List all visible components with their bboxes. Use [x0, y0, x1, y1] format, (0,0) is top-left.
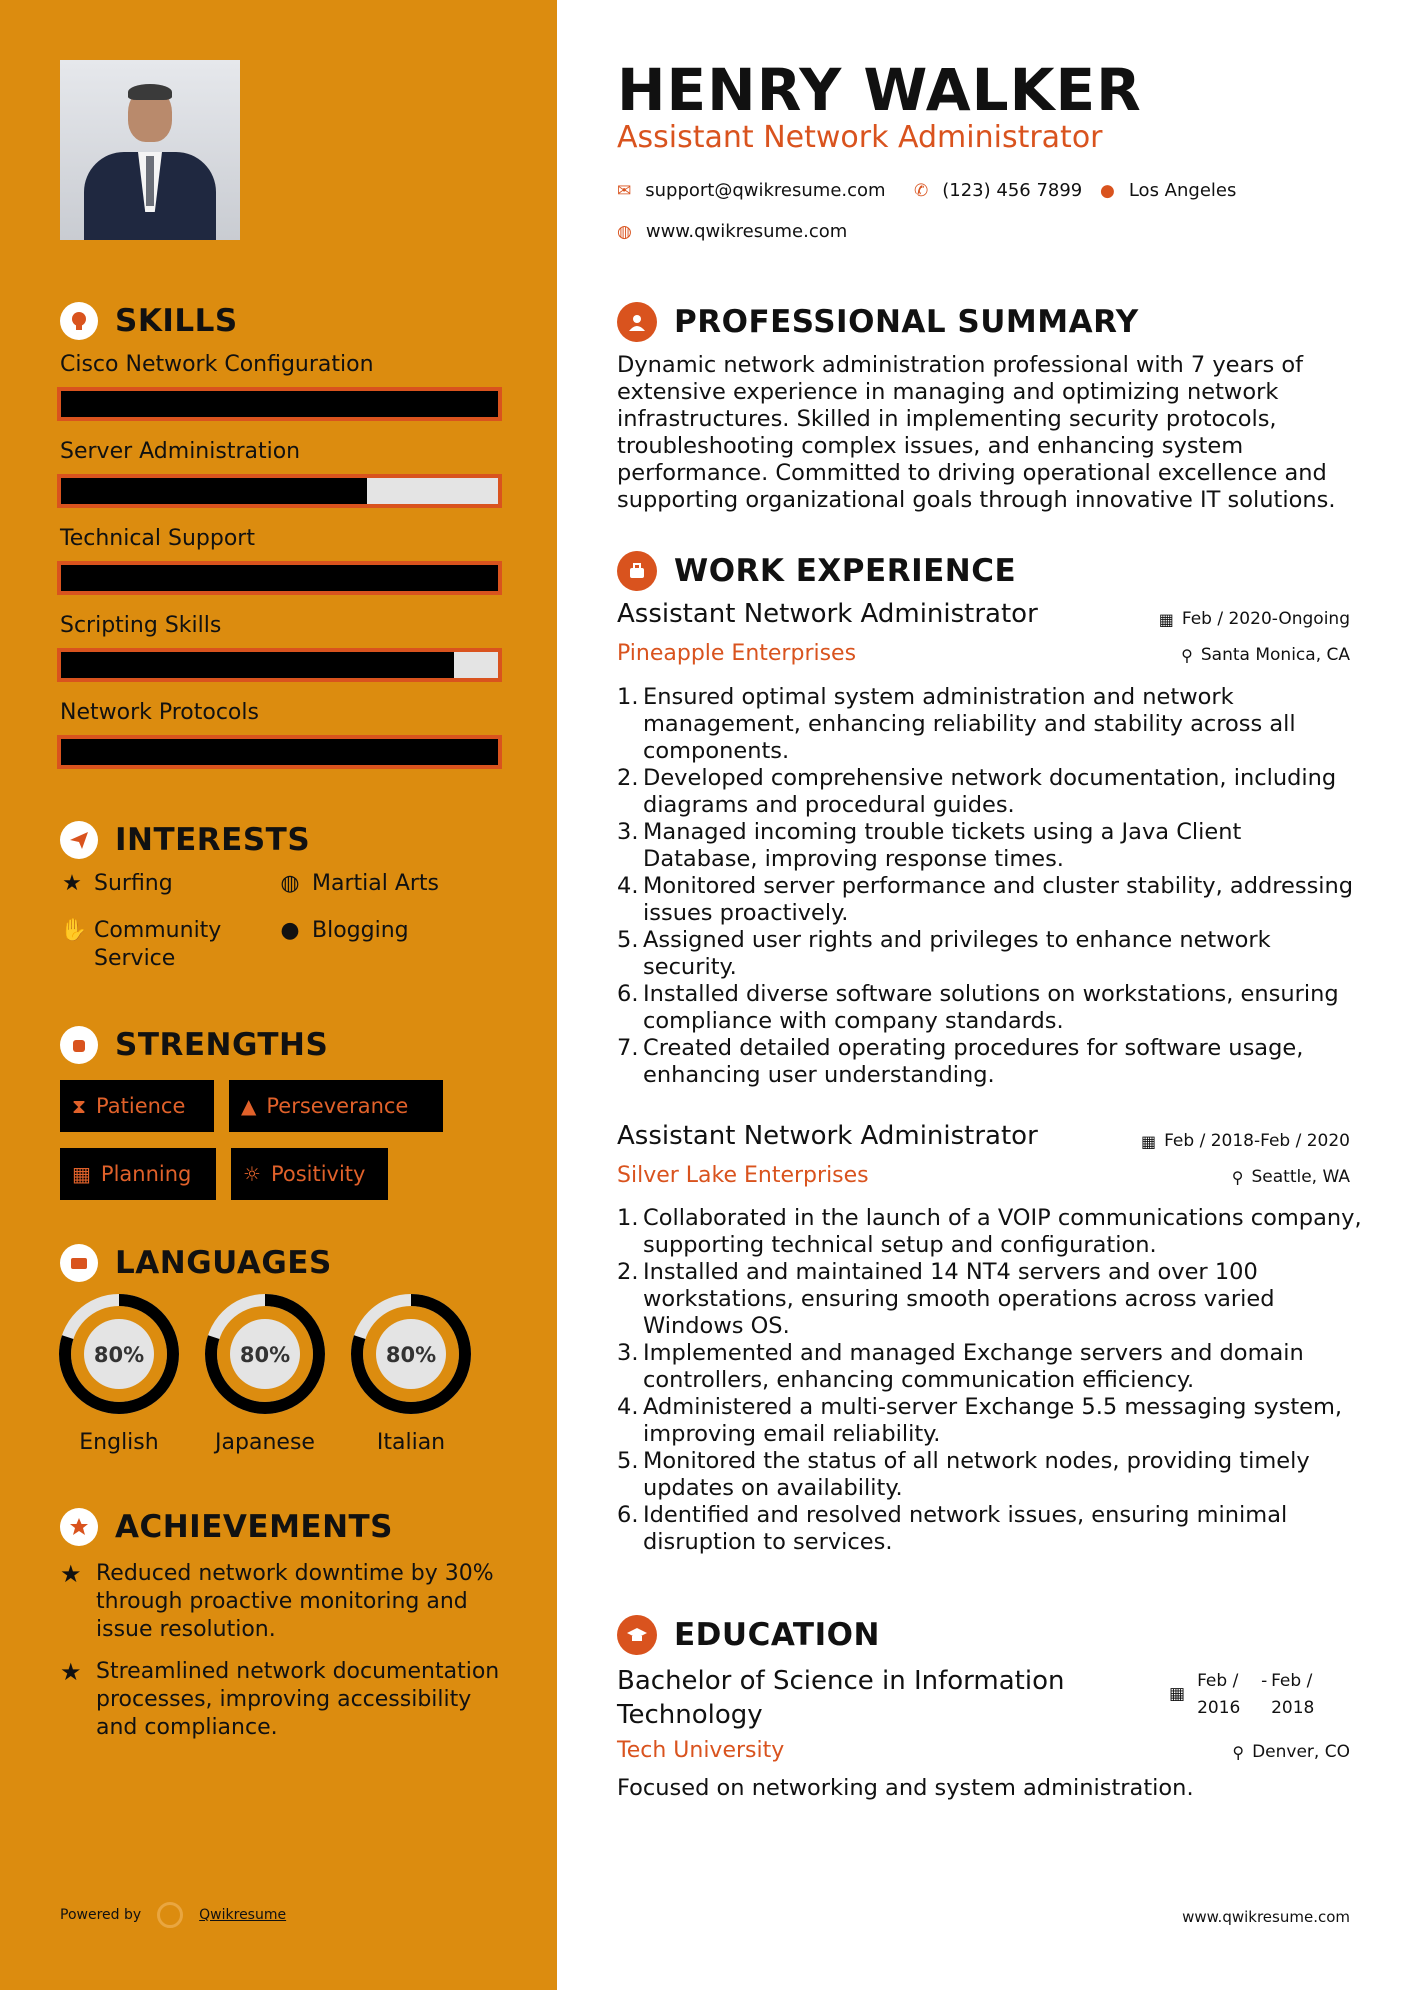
- duty-item: [617, 1259, 1362, 1340]
- email-text: support@qwikresume.com: [645, 180, 886, 201]
- company-name: Silver Lake Enterprises: [617, 1163, 869, 1188]
- contact-location: [1100, 180, 1236, 201]
- job-location: [1232, 1167, 1350, 1187]
- language-item: [203, 1292, 327, 1455]
- duty-number: 3.: [617, 1340, 639, 1366]
- duty-number: 5.: [617, 927, 639, 953]
- duty-number: 4.: [617, 1394, 639, 1420]
- skill-fill: [61, 478, 367, 504]
- sidebar: [0, 0, 557, 1990]
- language-percent: 80%: [385, 1343, 437, 1367]
- duty-item: [617, 1502, 1362, 1556]
- skill-bar: [57, 735, 502, 769]
- job-date-text: Feb / 2018-Feb / 2020: [1164, 1131, 1350, 1151]
- language-percent: 80%: [239, 1343, 291, 1367]
- strength-tag: [60, 1148, 216, 1200]
- section-title: PROFESSIONAL SUMMARY: [674, 304, 1139, 340]
- skill-label: Cisco Network Configuration: [60, 352, 374, 377]
- interest-label: Martial Arts: [312, 871, 440, 896]
- company-name: Pineapple Enterprises: [617, 641, 857, 666]
- interests-heading: [60, 821, 310, 859]
- education-description: Focused on networking and system administration.: [617, 1775, 1194, 1801]
- skill-label: Scripting Skills: [60, 613, 222, 638]
- duty-text: Collaborated in the launch of a VOIP communications company, supporting technical setup and configuration.: [643, 1205, 1362, 1258]
- achievement-text: Reduced network downtime by 30% through proactive monitoring and issue resolution.: [96, 1561, 494, 1642]
- website-text: www.qwikresume.com: [645, 221, 848, 242]
- contact-email[interactable]: [617, 180, 886, 201]
- language-icon: [60, 1244, 98, 1282]
- job-location-text: Seattle, WA: [1251, 1167, 1350, 1187]
- skill-bar: [57, 474, 502, 508]
- powered-label: Powered by: [60, 1907, 142, 1923]
- phone-text: (123) 456 7899: [942, 180, 1083, 201]
- education-dates: [1169, 1668, 1333, 1722]
- pin-icon: ⚲: [1232, 1742, 1245, 1762]
- achievement-item: [60, 1560, 500, 1644]
- user-icon: [617, 302, 657, 342]
- duty-item: [617, 1394, 1362, 1448]
- language-ring: [349, 1292, 473, 1416]
- contact-phone: [914, 180, 1082, 201]
- section-title: SKILLS: [115, 303, 238, 339]
- duty-text: Installed diverse software solutions on workstations, ensuring compliance with company standards.: [643, 981, 1339, 1034]
- duty-number: 6.: [617, 1502, 639, 1528]
- achievements-heading: [60, 1508, 393, 1546]
- strength-tag: [60, 1080, 214, 1132]
- date-separator: -: [1261, 1671, 1268, 1691]
- users-icon: ●: [280, 918, 300, 943]
- duty-text: Created detailed operating procedures for software usage, enhancing user understanding.: [643, 1035, 1304, 1088]
- duty-text: Monitored the status of all network nodes, providing timely updates on availability.: [643, 1448, 1310, 1501]
- duty-item: [617, 819, 1362, 873]
- interest-item: [278, 870, 439, 898]
- globe-icon: ◍: [617, 221, 632, 242]
- strength-tag: [231, 1148, 388, 1200]
- summary-heading: [617, 302, 1139, 342]
- section-title: EDUCATION: [674, 1617, 880, 1653]
- section-title: ACHIEVEMENTS: [115, 1509, 394, 1545]
- education-end: Feb / 2018: [1271, 1671, 1315, 1718]
- hourglass-icon: ⧗: [72, 1094, 87, 1118]
- languages-heading: [60, 1244, 332, 1282]
- paper-plane-icon: [60, 821, 98, 859]
- candidate-name: HENRY WALKER: [617, 56, 1142, 124]
- skill-fill: [61, 739, 498, 765]
- candidate-role: Assistant Network Administrator: [617, 120, 1103, 155]
- strength-label: Perseverance: [266, 1094, 409, 1118]
- duty-item: [617, 873, 1362, 927]
- duty-item: [617, 1035, 1362, 1089]
- location-text: Los Angeles: [1128, 180, 1237, 201]
- briefcase-icon: [617, 551, 657, 591]
- phone-icon: ✆: [914, 180, 929, 201]
- lightbulb-icon: [60, 302, 98, 340]
- skills-heading: [60, 302, 238, 340]
- globe-icon: ◍: [280, 871, 300, 896]
- duty-text: Identified and resolved network issues, ensuring minimal disruption to services.: [643, 1502, 1288, 1555]
- graduation-cap-icon: [617, 1615, 657, 1655]
- fist-icon: [60, 1026, 98, 1064]
- calendar-icon: ▦: [1140, 1131, 1157, 1151]
- education-location-text: Denver, CO: [1252, 1742, 1350, 1762]
- duty-item: [617, 1205, 1362, 1259]
- strengths-heading: [60, 1026, 328, 1064]
- duty-item: [617, 927, 1362, 981]
- section-title: LANGUAGES: [115, 1245, 332, 1281]
- skill-bar: [57, 561, 502, 595]
- duty-number: 1.: [617, 684, 639, 710]
- interest-label: Surfing: [94, 871, 173, 896]
- duty-number: 2.: [617, 1259, 639, 1285]
- interest-item: [60, 917, 260, 973]
- language-ring: [57, 1292, 181, 1416]
- contact-website[interactable]: [617, 221, 847, 242]
- calendar-icon: ▦: [72, 1162, 91, 1186]
- qwikresume-link[interactable]: Qwikresume: [199, 1907, 287, 1923]
- job-title: Assistant Network Administrator: [617, 1121, 1038, 1151]
- skill-label: Technical Support: [60, 526, 255, 551]
- star-icon: ★: [62, 871, 82, 896]
- language-percent: 80%: [93, 1343, 145, 1367]
- section-title: WORK EXPERIENCE: [674, 553, 1017, 589]
- duty-number: 4.: [617, 873, 639, 899]
- strength-tag: [229, 1080, 443, 1132]
- duty-text: Assigned user rights and privileges to enhance network security.: [643, 927, 1271, 980]
- experience-heading: [617, 551, 1016, 591]
- section-title: INTERESTS: [115, 822, 311, 858]
- job-date-text: Feb / 2020-Ongoing: [1181, 609, 1350, 629]
- skill-label: Server Administration: [60, 439, 301, 464]
- calendar-icon: ▦: [1169, 1684, 1186, 1704]
- interest-item: [278, 917, 409, 945]
- language-item: [57, 1292, 181, 1455]
- job-duties: [617, 1205, 1362, 1556]
- strength-label: Patience: [96, 1094, 186, 1118]
- job-location: [1181, 645, 1350, 665]
- profile-photo: [60, 60, 240, 240]
- education-start: Feb / 2016: [1197, 1671, 1241, 1718]
- interest-item: [60, 870, 173, 898]
- skill-fill: [61, 652, 454, 678]
- duty-text: Administered a multi-server Exchange 5.5 messaging system, improving email reliability.: [643, 1394, 1343, 1447]
- main-content: [557, 0, 1407, 1990]
- job-location-text: Santa Monica, CA: [1200, 645, 1350, 665]
- summary-text: Dynamic network administration professional with 7 years of extensive experience in managing and optimizing network infrastructures. Skilled in implementing security protocols, troubleshooting complex issues, and enhancing system performance. Committed to driving operational excellence and supporting organizational goals through innovative IT solutions.: [617, 352, 1336, 513]
- language-label: Italian: [376, 1430, 446, 1455]
- envelope-icon: ✉: [617, 180, 632, 201]
- duty-text: Managed incoming trouble tickets using a Java Client Database, improving response times.: [643, 819, 1242, 872]
- star-icon: ★: [60, 1560, 82, 1588]
- duty-number: 6.: [617, 981, 639, 1007]
- education-location: [1232, 1742, 1350, 1762]
- duty-number: 3.: [617, 819, 639, 845]
- achievement-text: Streamlined network documentation processes, improving accessibility and compliance.: [96, 1659, 500, 1740]
- strength-label: Planning: [100, 1162, 192, 1186]
- skill-fill: [61, 391, 498, 417]
- qwikresume-logo-icon: [157, 1902, 183, 1928]
- duty-text: Ensured optimal system administration and network management, enhancing reliability and stability across all components.: [643, 684, 1296, 764]
- job-title: Assistant Network Administrator: [617, 599, 1038, 629]
- road-icon: ▲: [241, 1094, 257, 1118]
- skill-bar: [57, 387, 502, 421]
- job-date: [1159, 609, 1350, 629]
- duty-item: [617, 765, 1362, 819]
- interest-label: Community Service: [94, 918, 222, 971]
- skill-bar: [57, 648, 502, 682]
- duty-item: [617, 684, 1362, 765]
- duty-text: Monitored server performance and cluster stability, addressing issues proactively.: [643, 873, 1354, 926]
- skill-fill: [61, 565, 498, 591]
- pin-icon: ⚲: [1231, 1167, 1244, 1187]
- calendar-icon: ▦: [1158, 609, 1174, 629]
- duty-number: 1.: [617, 1205, 639, 1231]
- job-date: [1141, 1131, 1350, 1151]
- duty-item: [617, 1340, 1362, 1394]
- star-icon: ★: [60, 1658, 82, 1686]
- language-label: English: [79, 1430, 159, 1455]
- map-pin-icon: ●: [1100, 180, 1115, 201]
- language-label: Japanese: [215, 1430, 315, 1455]
- school-name: Tech University: [617, 1738, 785, 1763]
- footer-url[interactable]: www.qwikresume.com: [1182, 1908, 1350, 1926]
- degree-title: Bachelor of Science in Information Technology: [617, 1666, 1065, 1730]
- language-ring: [203, 1292, 327, 1416]
- duty-item: [617, 981, 1362, 1035]
- interest-label: Blogging: [312, 918, 409, 943]
- hand-icon: ✋: [60, 918, 88, 943]
- duty-item: [617, 1448, 1362, 1502]
- duty-text: Implemented and managed Exchange servers and domain controllers, enhancing communication efficiency.: [643, 1340, 1304, 1393]
- education-heading: [617, 1615, 880, 1655]
- achievement-item: [60, 1658, 500, 1742]
- duty-text: Developed comprehensive network documentation, including diagrams and procedural guides.: [643, 765, 1337, 818]
- section-title: STRENGTHS: [115, 1027, 329, 1063]
- trophy-icon: [60, 1508, 98, 1546]
- pin-icon: ⚲: [1181, 645, 1193, 665]
- duty-text: Installed and maintained 14 NT4 servers and over 100 workstations, ensuring smooth operations across varied Windows OS.: [643, 1259, 1275, 1339]
- powered-by: [60, 1902, 286, 1928]
- job-duties: [617, 684, 1362, 1089]
- language-item: [349, 1292, 473, 1455]
- strength-label: Positivity: [270, 1162, 366, 1186]
- sun-icon: ☼: [243, 1162, 261, 1186]
- duty-number: 7.: [617, 1035, 639, 1061]
- duty-number: 5.: [617, 1448, 639, 1474]
- skill-label: Network Protocols: [60, 700, 259, 725]
- duty-number: 2.: [617, 765, 639, 791]
